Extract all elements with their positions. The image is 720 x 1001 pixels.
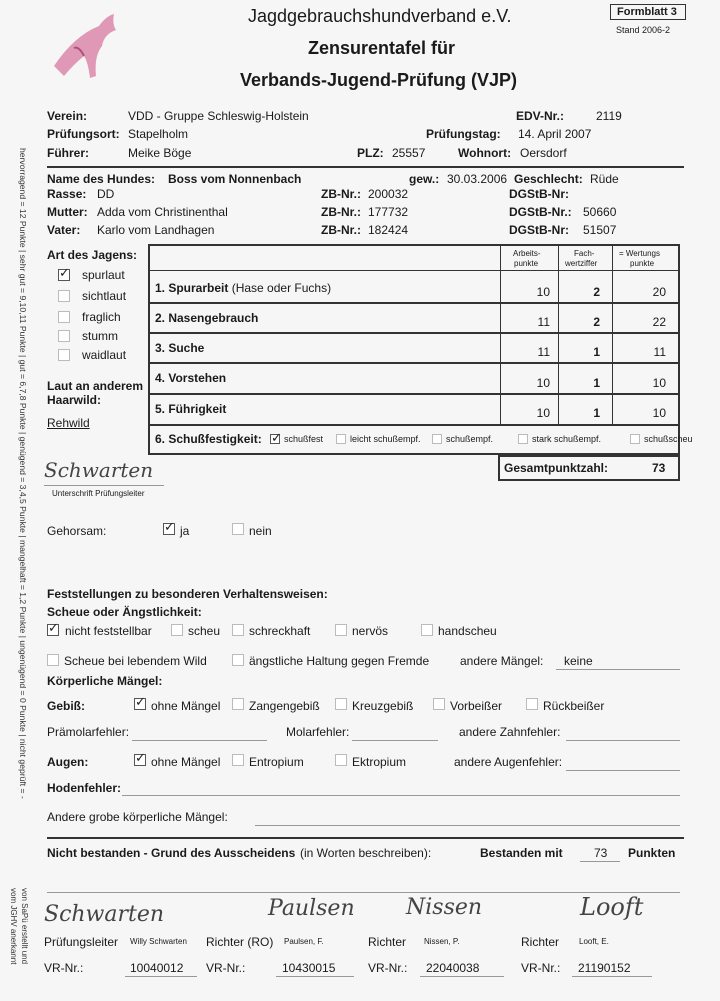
handscheu-label: handscheu <box>438 624 497 638</box>
judge-4-vr-line <box>572 976 652 977</box>
verein-value: VDD - Gruppe Schleswig-Holstein <box>128 109 309 123</box>
col-header-punkte-2: punkte <box>514 259 539 268</box>
zb-m-value: 177732 <box>368 205 409 219</box>
kreuzgebiss-label: Kreuzgebiß <box>352 699 414 713</box>
judge-1-name: Willy Schwarten <box>130 937 187 946</box>
koerper-title: Körperliche Mängel: <box>47 674 163 688</box>
spurlaut-checkbox[interactable] <box>58 269 70 281</box>
gehorsam-nein-checkbox[interactable] <box>232 523 244 535</box>
side-note-1: von SaPü erstellt und <box>20 888 29 965</box>
bestanden-label: Bestanden mit <box>480 846 563 860</box>
rasse-label: Rasse: <box>47 187 87 201</box>
hoden-label: Hodenfehler: <box>47 781 122 795</box>
scheu-checkbox[interactable] <box>171 624 183 636</box>
vorbeisser-checkbox[interactable] <box>433 698 445 710</box>
augen-ohne-maengel-label: ohne Mängel <box>151 755 221 769</box>
handscheu-checkbox[interactable] <box>421 624 433 636</box>
row-nasengebrauch-punkte: 11 <box>537 315 550 329</box>
judge-3-signature: Nissen <box>406 895 483 920</box>
nervoes-label: nervös <box>352 624 389 638</box>
zb-v-value: 182424 <box>368 223 409 237</box>
schussscheu-label: schußscheu <box>644 434 693 444</box>
nicht-bestanden-note: (in Worten beschreiben): <box>300 846 432 860</box>
geschlecht-value: Rüde <box>590 172 619 186</box>
gehorsam-label: Gehorsam: <box>47 524 107 538</box>
row-fuehrigkeit-wp: 10 <box>652 406 666 420</box>
stumm-checkbox[interactable] <box>58 330 70 342</box>
laut-label-2: Haarwild: <box>47 393 102 407</box>
dgstb-m-label: DGStB-Nr.: <box>509 205 572 219</box>
organisation-logo <box>44 6 134 88</box>
plz-label: PLZ: <box>357 146 384 160</box>
zangengebiss-label: Zangengebiß <box>249 699 320 713</box>
divider <box>47 837 684 839</box>
col-header-wp-2: punkte <box>630 259 655 268</box>
col-header-punkte-1: Arbeits- <box>513 249 541 258</box>
punkten-label: Punkten <box>628 846 676 860</box>
org-name: Jagdgebrauchshundverband e.V. <box>248 6 512 26</box>
laut-value: Rehwild <box>47 416 90 430</box>
row-spurarbeit-fwz: 2 <box>593 285 600 299</box>
ektropium-label: Ektropium <box>352 755 407 769</box>
row-spurarbeit-label: 1. Spurarbeit (Hase oder Fuchs) <box>155 281 332 295</box>
judge-3-role: Richter <box>368 935 407 949</box>
tag-label: Prüfungstag: <box>426 127 501 141</box>
augen-andere-label: andere Augenfehler: <box>454 755 563 769</box>
leicht-schussempf-checkbox[interactable] <box>336 434 346 444</box>
feststellungen-title: Feststellungen zu besonderen Verhaltensweisen: <box>47 587 328 601</box>
nicht-bestanden-label: Nicht bestanden - Grund des Ausscheidens <box>47 846 296 860</box>
form-title: Zensurentafel für <box>308 38 456 58</box>
zb-v-label: ZB-Nr.: <box>321 223 361 237</box>
bestanden-punkte: 73 <box>594 846 608 860</box>
molar-label: Molarfehler: <box>286 725 350 739</box>
andere-maengel-label: andere Mängel: <box>460 654 544 668</box>
row-nasengebrauch-wp: 22 <box>652 315 666 329</box>
zahn-label: andere Zahnfehler: <box>459 725 561 739</box>
dgstb-m-value: 50660 <box>583 205 617 219</box>
judge-2-role: Richter (RO) <box>206 935 274 949</box>
plz-value: 25557 <box>392 146 426 160</box>
grading-scale-legend: hervorragend = 12 Punkte | sehr gut = 9,10,11 Punkte | gut = 6,7,8 Punkte | genügend = 3,4,5 Punkte | mangelhaft = 1,2 Punkte | ungenügend = 0 Punkte | nicht geprüft = - <box>18 148 28 799</box>
edv-label: EDV-Nr.: <box>516 109 565 123</box>
schussscheu-checkbox[interactable] <box>630 434 640 444</box>
gebiss-ohne-maengel-checkbox[interactable] <box>134 698 146 710</box>
jagen-title: Art des Jagens: <box>47 248 138 262</box>
schussfest-label: schußfest <box>284 434 324 444</box>
stumm-label: stumm <box>82 329 118 343</box>
tag-value: 14. April 2007 <box>518 127 592 141</box>
gebiss-label: Gebiß: <box>47 699 85 713</box>
judge-1-role: Prüfungsleiter <box>44 935 119 949</box>
row-vorstehen-label: 4. Vorstehen <box>155 371 227 385</box>
mutter-label: Mutter: <box>47 205 88 219</box>
stark-schussempf-label: stark schußempf. <box>532 434 602 444</box>
total-label: Gesamtpunktzahl: <box>504 461 609 475</box>
row-spurarbeit-punkte: 10 <box>536 285 550 299</box>
col-divider <box>558 244 559 425</box>
scheue-title: Scheue oder Ängstlichkeit: <box>47 605 202 619</box>
fraglich-label: fraglich <box>82 310 121 324</box>
row-fuehrigkeit-fwz: 1 <box>593 406 600 420</box>
leicht-schussempf-label: leicht schußempf. <box>350 434 421 444</box>
kreuzgebiss-checkbox[interactable] <box>335 698 347 710</box>
zb-m-label: ZB-Nr.: <box>321 205 361 219</box>
dog-name-label: Name des Hundes: <box>47 172 156 186</box>
judge-3-vr-label: VR-Nr.: <box>368 961 408 975</box>
gew-label: gew.: <box>409 172 440 186</box>
spurlaut-label: spurlaut <box>82 268 125 282</box>
vater-label: Vater: <box>47 223 81 237</box>
verein-label: Verein: <box>47 109 88 123</box>
entropium-label: Entropium <box>249 755 304 769</box>
judge-4-role: Richter <box>521 935 560 949</box>
zahn-line <box>566 740 680 741</box>
schussempf-label: schußempf. <box>446 434 494 444</box>
andere-maengel-line <box>556 669 680 670</box>
nicht-feststellbar-label: nicht feststellbar <box>65 624 152 638</box>
row-fuehrigkeit-label: 5. Führigkeit <box>155 402 227 416</box>
judge-1-signature: Schwarten <box>44 902 165 927</box>
schuss-label: 6. Schußfestigkeit: <box>155 432 262 446</box>
stark-schussempf-checkbox[interactable] <box>518 434 528 444</box>
judge-3-vr-line <box>420 976 504 977</box>
nervoes-checkbox[interactable] <box>335 624 347 636</box>
geschlecht-label: Geschlecht: <box>514 172 583 186</box>
judge-2-vr-line <box>276 976 354 977</box>
ort-value: Stapelholm <box>128 127 189 141</box>
col-header-wp-1: = Wertungs <box>619 249 660 258</box>
ektropium-checkbox[interactable] <box>335 754 347 766</box>
row-suche-label: 3. Suche <box>155 341 205 355</box>
vorbeisser-label: Vorbeißer <box>450 699 503 713</box>
row-suche-fwz: 1 <box>593 345 600 359</box>
dgstb-v-label: DGStB-Nr: <box>509 223 569 237</box>
form-subtitle: Verbands-Jugend-Prüfung (VJP) <box>240 70 518 90</box>
hoden-line <box>122 795 680 796</box>
edv-value: 2119 <box>596 109 622 123</box>
entropium-checkbox[interactable] <box>232 754 244 766</box>
praemolar-label: Prämolarfehler: <box>47 725 130 739</box>
signature-line <box>44 485 164 486</box>
row-suche-wp: 11 <box>653 345 666 359</box>
laut-label-1: Laut an anderem <box>47 379 144 393</box>
andere-maengel-value: keine <box>564 654 593 668</box>
scheue-wild-label: Scheue bei lebendem Wild <box>64 654 207 668</box>
mutter-value: Adda vom Christinenthal <box>97 205 228 219</box>
row-fuehrigkeit-punkte: 10 <box>536 406 550 420</box>
judge-3-name: Nissen, P. <box>424 937 460 946</box>
schussfest-checkbox[interactable] <box>270 434 280 444</box>
judge-1-vr-line <box>125 976 197 977</box>
judge-2-vr: 10430015 <box>282 961 336 975</box>
dgstb-v-value: 51507 <box>583 223 617 237</box>
nicht-feststellbar-checkbox[interactable] <box>47 624 59 636</box>
pruefungsleiter-signature: Schwarten <box>44 458 154 482</box>
total-value: 73 <box>652 461 666 475</box>
judge-4-name: Looft, E. <box>579 937 609 946</box>
aengstlich-label: ängstliche Haltung gegen Fremde <box>249 654 430 668</box>
wohnort-value: Oersdorf <box>520 146 567 160</box>
judge-4-signature: Looft <box>580 893 644 921</box>
bestanden-line <box>580 861 620 862</box>
vater-value: Karlo vom Landhagen <box>97 223 215 237</box>
augen-label: Augen: <box>47 755 89 769</box>
col-header-fwz-1: Fach- <box>574 249 595 258</box>
row-divider <box>148 362 680 364</box>
schussempf-checkbox[interactable] <box>432 434 442 444</box>
row-vorstehen-wp: 10 <box>652 376 666 390</box>
gebiss-ohne-maengel-label: ohne Mängel <box>151 699 221 713</box>
row-spurarbeit-wp: 20 <box>652 285 666 299</box>
divider <box>47 166 684 168</box>
judge-3-vr: 22040038 <box>426 961 480 975</box>
grobe-label: Andere grobe körperliche Mängel: <box>47 810 228 824</box>
dgstb-label: DGStB-Nr: <box>509 187 569 201</box>
judge-4-vr-label: VR-Nr.: <box>521 961 561 975</box>
waidlaut-checkbox[interactable] <box>58 349 70 361</box>
judge-1-vr: 10040012 <box>130 961 184 975</box>
wohnort-label: Wohnort: <box>458 146 512 160</box>
grobe-line <box>255 825 680 826</box>
row-nasengebrauch-label: 2. Nasengebrauch <box>155 311 259 325</box>
zb-label: ZB-Nr.: <box>321 187 361 201</box>
fuehrer-value: Meike Böge <box>128 146 192 160</box>
judge-1-vr-label: VR-Nr.: <box>44 961 84 975</box>
sichtlaut-checkbox[interactable] <box>58 290 70 302</box>
row-vorstehen-fwz: 1 <box>593 376 600 390</box>
row-divider <box>148 424 680 426</box>
judge-2-signature: Paulsen <box>268 896 355 921</box>
row-divider <box>148 302 680 304</box>
schreckhaft-checkbox[interactable] <box>232 624 244 636</box>
row-divider <box>148 393 680 395</box>
augen-andere-line <box>566 770 680 771</box>
ort-label: Prüfungsort: <box>47 127 120 141</box>
scheu-label: scheu <box>188 624 221 638</box>
row-divider <box>148 270 680 271</box>
scheue-wild-checkbox[interactable] <box>47 654 59 666</box>
row-suche-punkte: 11 <box>537 345 550 359</box>
stand-label: Stand 2006-2 <box>616 25 671 35</box>
gehorsam-ja-checkbox[interactable] <box>163 523 175 535</box>
judge-4-vr: 21190152 <box>578 961 631 975</box>
augen-ohne-maengel-checkbox[interactable] <box>134 754 146 766</box>
waidlaut-label: waidlaut <box>82 348 127 362</box>
zb-value: 200032 <box>368 187 409 201</box>
praemolar-line <box>132 740 267 741</box>
rueckbeisser-label: Rückbeißer <box>543 699 605 713</box>
signature-caption: Unterschrift Prüfungsleiter <box>52 489 145 498</box>
rasse-value: DD <box>97 187 115 201</box>
gehorsam-ja-label: ja <box>180 524 190 538</box>
sichtlaut-label: sichtlaut <box>82 289 127 303</box>
molar-line <box>352 740 438 741</box>
col-divider <box>612 244 613 425</box>
gehorsam-nein-label: nein <box>249 524 272 538</box>
side-note-2: vom JGHV anerkannt <box>9 888 18 965</box>
row-nasengebrauch-fwz: 2 <box>593 315 600 329</box>
row-vorstehen-punkte: 10 <box>536 376 550 390</box>
zangengebiss-checkbox[interactable] <box>232 698 244 710</box>
judge-2-vr-label: VR-Nr.: <box>206 961 246 975</box>
rueckbeisser-checkbox[interactable] <box>526 698 538 710</box>
fraglich-checkbox[interactable] <box>58 311 70 323</box>
col-header-fwz-2: wertziffer <box>565 259 598 268</box>
judge-2-name: Paulsen, F. <box>284 937 324 946</box>
fuehrer-label: Führer: <box>47 146 89 160</box>
dog-name-value: Boss vom Nonnenbach <box>168 172 302 186</box>
schreckhaft-label: schreckhaft <box>249 624 311 638</box>
formblatt-box: Formblatt 3 <box>610 4 686 20</box>
aengstlich-checkbox[interactable] <box>232 654 244 666</box>
col-divider <box>500 244 501 425</box>
gew-value: 30.03.2006 <box>447 172 508 186</box>
row-divider <box>148 332 680 334</box>
